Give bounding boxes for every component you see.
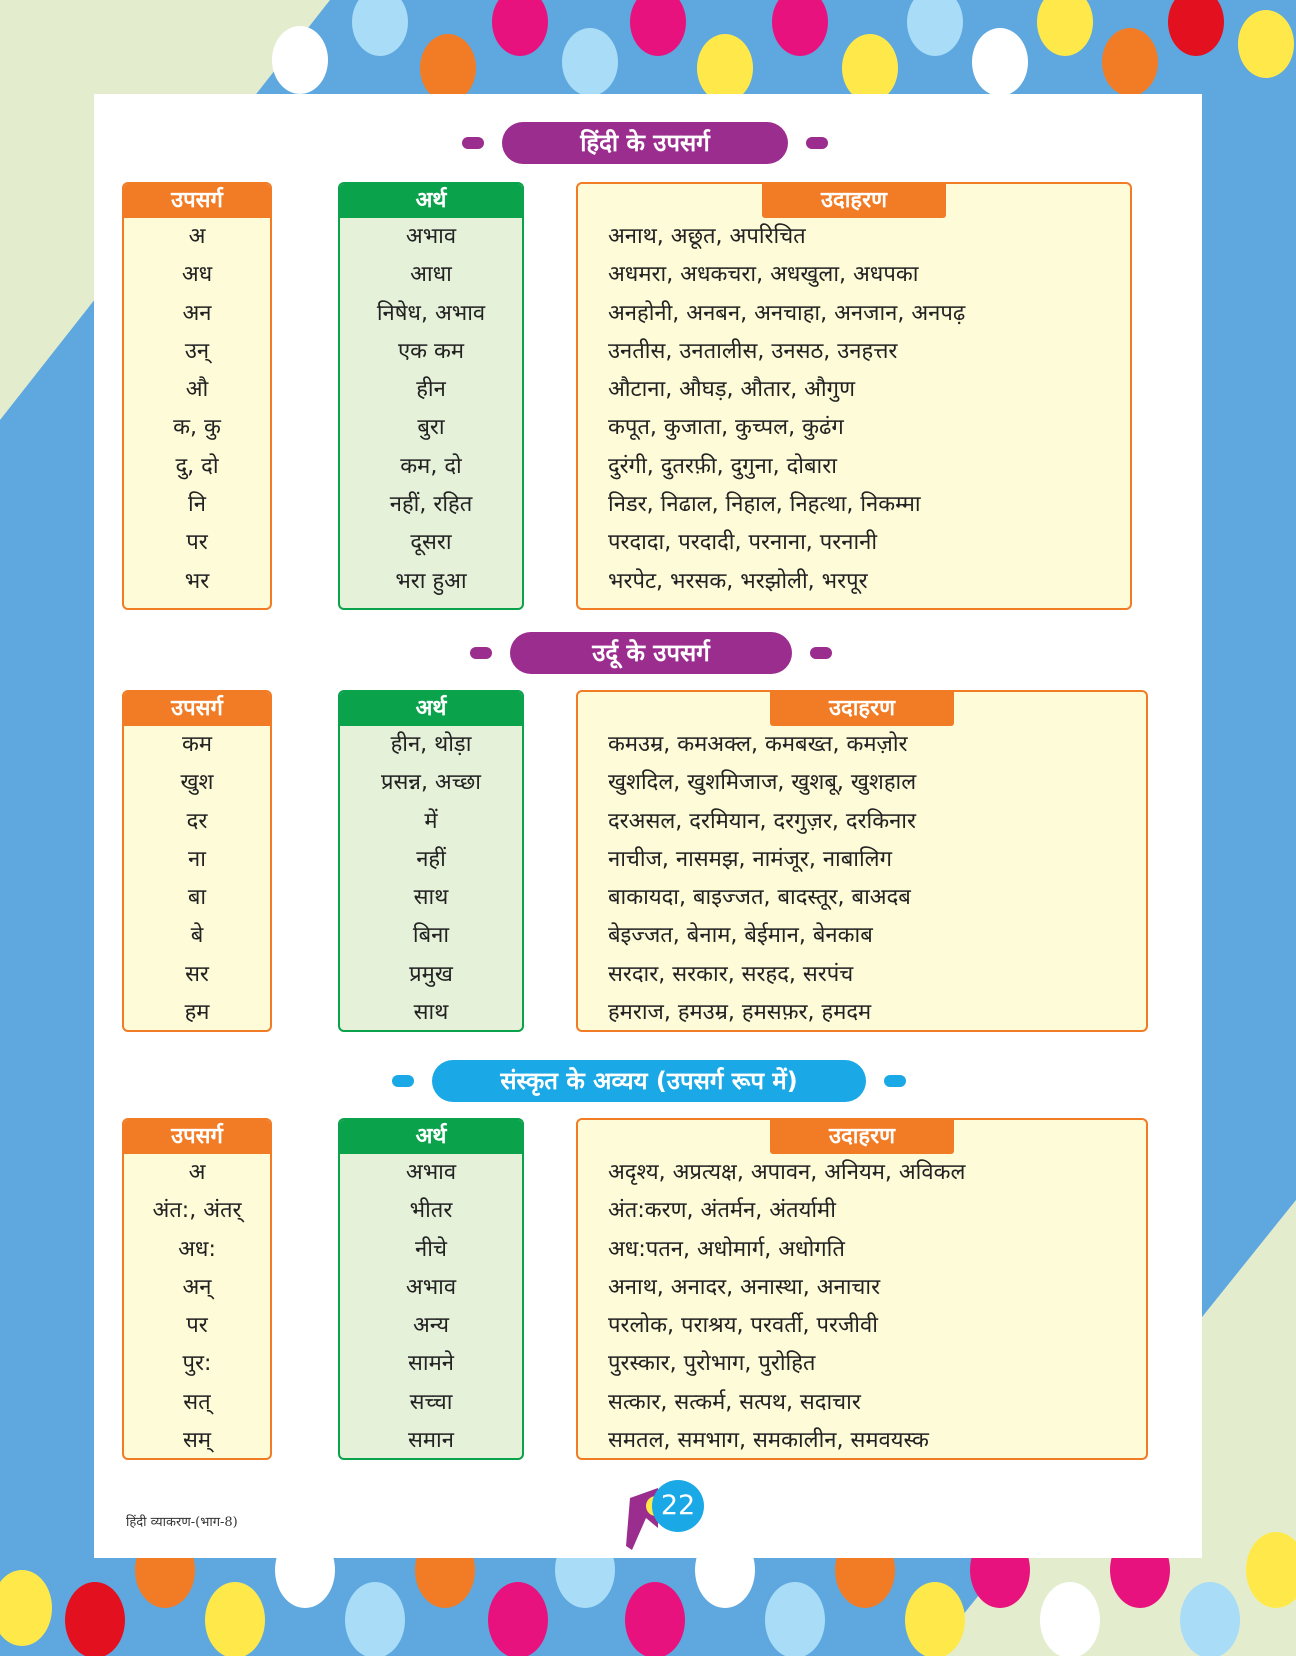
upsarg-cell: अंत:, अंतर् — [152, 1198, 242, 1224]
upsarg-cell: अन — [182, 300, 212, 326]
page-number-badge — [622, 1480, 702, 1560]
upsarg-header: उपसर्ग — [124, 1120, 270, 1154]
udaharan-cell: बेइज्जत, बेनाम, बेईमान, बेनकाब — [608, 923, 873, 949]
upsarg-cell: पुर: — [182, 1351, 212, 1377]
upsarg-cell: पर — [186, 1313, 208, 1339]
upsarg-cell: अध — [181, 262, 213, 288]
upsarg-header: उपसर्ग — [124, 184, 270, 218]
urdu-title-text: उर्दू के उपसर्ग — [592, 639, 710, 667]
upsarg-cell: सम् — [182, 1428, 212, 1454]
arth-cell: सामने — [408, 1351, 454, 1377]
udaharan-cell: अध:पतन, अधोमार्ग, अधोगति — [608, 1236, 845, 1262]
udaharan-cell: दुरंगी, दुतरफ़ी, दुगुना, दोबारा — [608, 453, 837, 479]
upsarg-cell: अन् — [182, 1274, 212, 1300]
udaharan-cell: कमउम्र, कमअक्ल, कमबख्त, कमज़ोर — [608, 732, 908, 757]
udaharan-header: उदाहरण — [770, 692, 954, 726]
arth-cell: निषेध, अभाव — [376, 300, 486, 326]
udaharan-cell: नाचीज, नासमझ, नामंजूर, नाबालिग — [608, 846, 892, 872]
upsarg-cell: औ — [185, 377, 209, 403]
upsarg-cell: दु, दो — [175, 453, 219, 479]
arth-cell: सच्चा — [409, 1389, 453, 1415]
udaharan-cell: दरअसल, दरमियान, दरगुज़र, दरकिनार — [608, 808, 917, 834]
upsarg-header: उपसर्ग — [124, 692, 270, 726]
arth-header: अर्थ — [340, 1120, 522, 1154]
arth-header: अर्थ — [340, 184, 522, 218]
upsarg-cell: बे — [190, 923, 204, 949]
udaharan-header: उदाहरण — [762, 184, 946, 218]
arth-cell: साथ — [413, 1000, 449, 1026]
udaharan-cell: सत्कार, सत्कर्म, सत्पथ, सदाचार — [608, 1389, 861, 1415]
title-ornament-left — [392, 1075, 414, 1087]
arth-cell: एक कम — [397, 338, 465, 364]
udaharan-cell: अंत:करण, अंतर्मन, अंतर्यामी — [608, 1198, 836, 1224]
page-number: 22 — [652, 1480, 704, 1532]
upsarg-cell: अध: — [178, 1236, 216, 1262]
upsarg-cell: हम — [184, 1000, 210, 1026]
arth-cell: अभाव — [405, 1274, 457, 1300]
sanskrit-udaharan-column — [576, 1118, 1148, 1460]
udaharan-cell: अदृश्य, अप्रत्यक्ष, अपावन, अनियम, अविकल — [608, 1160, 966, 1185]
udaharan-cell: अनहोनी, अनबन, अनचाहा, अनजान, अनपढ़ — [608, 300, 966, 326]
arth-cell: भीतर — [409, 1198, 453, 1224]
sanskrit-title-text: संस्कृत के अव्यय (उपसर्ग रूप में) — [500, 1067, 798, 1095]
udaharan-cell: परलोक, पराश्रय, परवर्ती, परजीवी — [608, 1313, 878, 1339]
udaharan-cell: निडर, निढाल, निहाल, निहत्था, निकम्मा — [608, 492, 921, 518]
page — [94, 94, 1202, 1558]
arth-cell: नीचे — [415, 1236, 447, 1262]
arth-cell: नहीं, रहित — [389, 492, 473, 518]
arth-cell: नहीं — [416, 846, 446, 872]
udaharan-header: उदाहरण — [770, 1120, 954, 1154]
urdu-udaharan-column — [576, 690, 1148, 1032]
upsarg-cell: पर — [186, 530, 208, 556]
arth-cell: आधा — [410, 262, 452, 288]
udaharan-cell: सरदार, सरकार, सरहद, सरपंच — [608, 961, 854, 987]
arth-cell: प्रमुख — [409, 961, 453, 987]
udaharan-cell: औटाना, औघड़, औतार, औगुण — [608, 377, 855, 403]
upsarg-cell: भर — [184, 568, 210, 594]
upsarg-cell: दर — [186, 808, 208, 834]
sanskrit-section-title — [432, 1060, 866, 1102]
udaharan-cell: समतल, समभाग, समकालीन, समवयस्क — [608, 1428, 929, 1454]
upsarg-cell: उन् — [184, 338, 210, 364]
upsarg-cell: ना — [188, 846, 206, 872]
udaharan-cell: अनाथ, अछूत, अपरिचित — [608, 224, 806, 249]
upsarg-cell: सर — [185, 961, 209, 987]
udaharan-cell: अनाथ, अनादर, अनास्था, अनाचार — [608, 1274, 881, 1300]
book-title-footer: हिंदी व्याकरण-(भाग-8) — [126, 1515, 238, 1530]
arth-cell: समान — [408, 1428, 454, 1454]
hindi-upsarg-column — [122, 182, 272, 610]
title-ornament-right — [806, 137, 828, 149]
upsarg-cell: बा — [187, 885, 207, 911]
arth-cell: अन्य — [412, 1313, 450, 1339]
urdu-arth-column — [338, 690, 524, 1032]
udaharan-cell: खुशदिल, खुशमिजाज, खुशबू, खुशहाल — [608, 770, 917, 796]
arth-cell: हीन, थोड़ा — [390, 732, 472, 757]
arth-cell: अभाव — [405, 224, 457, 249]
hindi-section-title — [502, 122, 788, 164]
title-ornament-left — [470, 647, 492, 659]
udaharan-cell: पुरस्कार, पुरोभाग, पुरोहित — [608, 1351, 816, 1377]
upsarg-cell: कम — [181, 732, 213, 757]
top-dots — [272, 0, 1294, 102]
arth-cell: भरा हुआ — [395, 568, 467, 594]
upsarg-cell: खुश — [180, 770, 214, 796]
arth-header: अर्थ — [340, 692, 522, 726]
sanskrit-upsarg-column — [122, 1118, 272, 1460]
title-ornament-right — [884, 1075, 906, 1087]
hindi-title-text: हिंदी के उपसर्ग — [580, 129, 710, 157]
urdu-section-title — [510, 632, 792, 674]
upsarg-cell: नि — [188, 492, 206, 518]
arth-cell: अभाव — [405, 1160, 457, 1185]
sanskrit-arth-column — [338, 1118, 524, 1460]
udaharan-cell: भरपेट, भरसक, भरझोली, भरपूर — [608, 568, 868, 594]
upsarg-cell: अ — [188, 1160, 206, 1185]
udaharan-cell: कपूत, कुजाता, कुच्पल, कुढंग — [608, 415, 844, 441]
upsarg-cell: अ — [188, 224, 206, 249]
hindi-udaharan-column — [576, 182, 1132, 610]
title-ornament-right — [810, 647, 832, 659]
udaharan-cell: बाकायदा, बाइज्जत, बादस्तूर, बाअदब — [608, 885, 911, 911]
udaharan-cell: हमराज, हमउम्र, हमसफ़र, हमदम — [608, 1000, 872, 1026]
udaharan-cell: परदादा, परदादी, परनाना, परनानी — [608, 530, 878, 556]
arth-cell: दूसरा — [410, 530, 452, 556]
upsarg-cell: सत् — [183, 1389, 211, 1415]
arth-cell: प्रसन्न, अच्छा — [381, 770, 481, 796]
title-ornament-left — [462, 137, 484, 149]
udaharan-cell: उनतीस, उनतालीस, उनसठ, उनहत्तर — [608, 338, 898, 364]
udaharan-cell: अधमरा, अधकचरा, अधखुला, अधपका — [608, 262, 919, 288]
arth-cell: साथ — [413, 885, 449, 911]
upsarg-cell: क, कु — [173, 415, 221, 441]
urdu-upsarg-column — [122, 690, 272, 1032]
arth-cell: हीन — [416, 377, 446, 403]
arth-cell: बुरा — [417, 415, 445, 441]
arth-cell: बिना — [412, 923, 450, 949]
arth-cell: कम, दो — [400, 453, 462, 479]
hindi-arth-column — [338, 182, 524, 610]
arth-cell: में — [424, 808, 438, 834]
